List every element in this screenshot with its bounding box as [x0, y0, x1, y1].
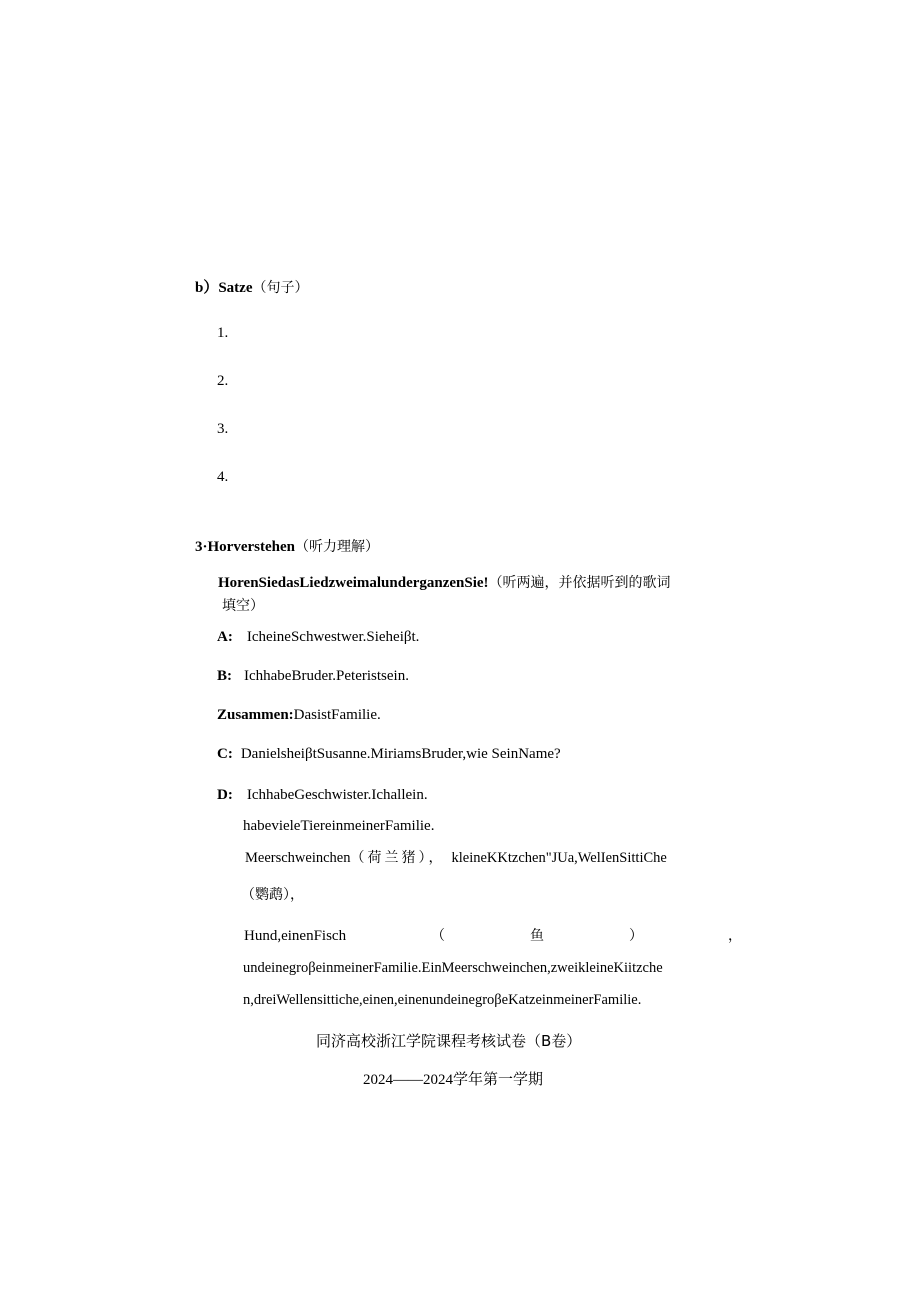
speaker-d: D: [217, 787, 233, 803]
line-d-5-comma: ， [727, 928, 742, 944]
speaker-c: C: [217, 746, 233, 762]
line-c: DanielsheiβtSusanne.MiriamsBruder,wie SeinName? [240, 746, 561, 762]
section-3-gloss: （听力理解） [295, 539, 379, 555]
section-3-heading [195, 537, 379, 557]
dialogue-a [217, 627, 419, 647]
section-b-title: Satze [218, 280, 253, 296]
exam-term: 2024——2024学年第一学期 [363, 1072, 544, 1088]
line-d-4: （鹦鹉）， [241, 887, 304, 903]
satze-item-2: 2. [217, 373, 229, 389]
section-b-gloss: （句子） [252, 280, 309, 296]
satze-item-3: 3. [217, 421, 229, 437]
exam-title: 同济高校浙江学院课程考核试卷（B卷） [316, 1032, 582, 1050]
line-d-5-open: （ [431, 928, 446, 944]
dialogue-zusammen [217, 705, 381, 725]
line-d-3-word: Meerschweinchen [245, 850, 351, 866]
section-3-prefix: 3· [195, 539, 208, 555]
section-b-prefix: b） [195, 280, 219, 296]
line-d-6: undeinegroβeinmeinerFamilie.EinMeerschweinchen,zweikleineKiitzche [243, 960, 663, 976]
instruction-line-1 [218, 573, 671, 593]
instruction-text: HorenSiedasLiedzweimalunderganzenSie! [218, 575, 489, 591]
line-b: IchhabeBruder.Peteristsein. [244, 668, 409, 684]
instruction-gloss: （听两遍，并依据听到的歌词 [488, 575, 671, 591]
line-d-5-close: ） [628, 928, 643, 944]
line-d-3-rest: kleineKKtzchen"JUa,WelIenSittiChe [451, 850, 667, 866]
instruction-gloss-cont: 填空） [222, 598, 264, 614]
speaker-b: B: [217, 668, 232, 684]
line-d-2: habevieleTiereinmeinerFamilie. [243, 818, 435, 834]
line-d-1: IchhabeGeschwister.Ichallein. [246, 787, 428, 803]
line-d-3-gloss: （荷兰猪）， [350, 850, 446, 866]
section-3-title: Horverstehen [207, 539, 295, 555]
dialogue-d [217, 785, 428, 805]
line-d-7: n,dreiWellensittiche,einen,einenundeinegroβeKatzeinmeinerFamilie. [243, 992, 642, 1008]
speaker-zusammen: Zusammen: [217, 707, 294, 723]
speaker-a: A: [217, 629, 233, 645]
dialogue-b [217, 666, 409, 686]
section-b-heading [195, 278, 309, 298]
line-zusammen: DasistFamilie. [293, 707, 381, 723]
line-d-3 [245, 848, 667, 868]
line-d-5-word: Hund,einenFisch [244, 928, 347, 944]
line-a: IcheineSchwestwer.Sieheiβt. [246, 629, 420, 645]
line-d-5 [244, 926, 742, 946]
satze-item-1: 1. [217, 325, 229, 341]
dialogue-c [217, 744, 561, 764]
line-d-5-gloss: 鱼 [530, 928, 545, 944]
satze-item-4: 4. [217, 469, 229, 485]
